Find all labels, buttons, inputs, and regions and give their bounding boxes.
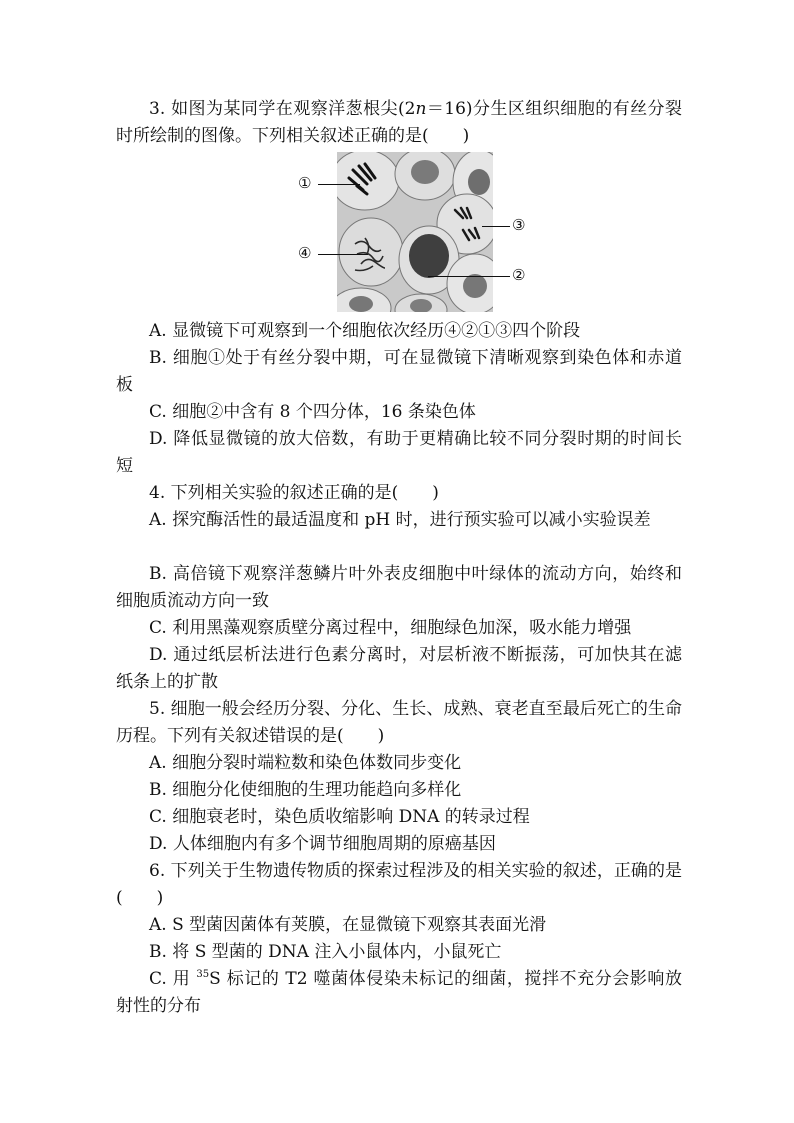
label-cell-2: ② [512, 266, 526, 284]
q3-option-d: D. 降低显微镜的放大倍数，有助于更精确比较不同分裂时期的时间长短 [116, 429, 682, 476]
q3-stem-part-a: 3. 如图为某同学在观察洋葱根尖(2 [149, 99, 416, 119]
leader-line-4 [318, 254, 368, 255]
question-3-stem [116, 96, 682, 150]
leader-line-3 [482, 226, 510, 227]
q5-option-c: C. 细胞衰老时，染色质收缩影响 DNA 的转录过程 [149, 807, 530, 827]
label-cell-1: ① [298, 174, 312, 192]
q5-option-d: D. 人体细胞内有多个调节细胞周期的原癌基因 [149, 834, 496, 854]
label-cell-3: ③ [512, 216, 526, 234]
q5-option-b: B. 细胞分化使细胞的生理功能趋向多样化 [149, 780, 462, 800]
q4-option-c: C. 利用黑藻观察质壁分离过程中，细胞绿色加深，吸水能力增强 [149, 618, 632, 638]
micrograph-figure [296, 152, 528, 314]
q4-option-d: D. 通过纸层析法进行色素分离时，对层析液不断振荡，可加快其在滤纸条上的扩散 [116, 645, 682, 692]
q6-option-c-part-b: S 标记的 T2 噬菌体侵染未标记的细菌，搅拌不充分会影响放射性的分布 [116, 969, 682, 1016]
q3-stem-variable: n [415, 99, 427, 119]
leader-line-1 [318, 184, 360, 185]
question-5-stem: 5. 细胞一般会经历分裂、分化、生长、成熟、衰老直至最后死亡的生命历程。下列有关叙述错误的是( ) [116, 699, 682, 746]
q4-option-b: B. 高倍镜下观察洋葱鳞片叶外表皮细胞中叶绿体的流动方向，始终和细胞质流动方向一致 [116, 564, 682, 611]
q6-option-b: B. 将 S 型菌的 DNA 注入小鼠体内，小鼠死亡 [149, 942, 502, 962]
question-4-stem: 4. 下列相关实验的叙述正确的是( ) [149, 483, 439, 503]
micrograph-image [337, 152, 493, 312]
q6-option-a: A. S 型菌因菌体有荚膜，在显微镜下观察其表面光滑 [149, 915, 547, 935]
q5-option-a: A. 细胞分裂时端粒数和染色体数同步变化 [149, 753, 462, 773]
q3-stem-part-b: ＝16)分生区组织细胞的有丝分裂时所绘制的图像。下列相关叙述正确的是( ) [116, 99, 683, 146]
label-cell-4: ④ [298, 244, 312, 262]
q6-option-c [116, 966, 682, 1020]
question-6-stem: 6. 下列关于生物遗传物质的探索过程涉及的相关实验的叙述，正确的是( ) [116, 861, 682, 908]
sulfur-isotope-superscript: 35 [196, 969, 210, 980]
q4-option-a: A. 探究酶活性的最适温度和 pH 时，进行预实验可以减小实验误差 [149, 510, 651, 530]
q3-option-c: C. 细胞②中含有 8 个四分体，16 条染色体 [149, 402, 476, 422]
leader-line-2 [428, 276, 510, 277]
q3-option-b: B. 细胞①处于有丝分裂中期，可在显微镜下清晰观察到染色体和赤道板 [116, 348, 682, 395]
q6-option-c-part-a: C. 用 [149, 969, 197, 989]
onion-root-tip-micrograph [337, 152, 493, 312]
q3-option-a: A. 显微镜下可观察到一个细胞依次经历④②①③四个阶段 [149, 321, 581, 341]
